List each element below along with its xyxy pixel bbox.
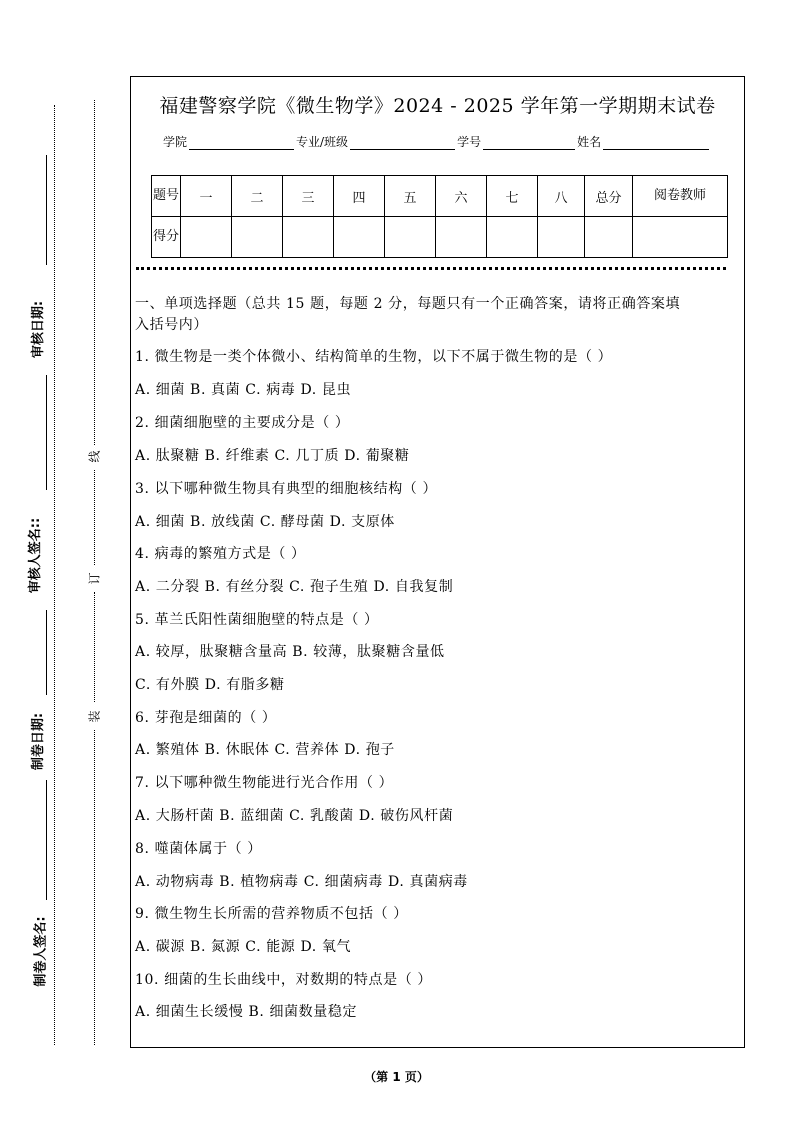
exam-paper-frame <box>130 76 745 1048</box>
option-line: A. 细菌 B. 真菌 C. 病毒 D. 昆虫 <box>135 382 352 398</box>
section-heading-cont: 入括号内） <box>135 317 208 333</box>
score-cell[interactable] <box>538 217 585 258</box>
binding-dotted-line-1 <box>94 100 95 445</box>
binding-char-ding: 订 <box>87 572 102 585</box>
question-line: 2. 细菌细胞壁的主要成分是（ ） <box>135 415 350 431</box>
student-info-row <box>163 133 709 150</box>
question-line: 7. 以下哪种微生物能进行光合作用（ ） <box>135 775 394 791</box>
score-cell[interactable] <box>436 217 487 258</box>
option-line: C. 有外膜 D. 有脂多糖 <box>135 677 285 693</box>
student-id-label: 学号 <box>457 135 482 149</box>
option-line: A. 繁殖体 B. 休眠体 C. 营养体 D. 孢子 <box>135 742 395 758</box>
score-cell[interactable] <box>181 217 232 258</box>
reviewer-date-line <box>46 155 47 265</box>
score-col-1: 一 <box>181 176 232 217</box>
option-line: A. 细菌 B. 放线菌 C. 酵母菌 D. 支原体 <box>135 514 395 530</box>
question-line: 3. 以下哪种微生物具有典型的细胞核结构（ ） <box>135 481 438 497</box>
exam-title: 福建警察学院《微生物学》2024 - 2025 学年第一学期期末试卷 <box>159 95 716 117</box>
maker-sign-label: 制卷人签名: <box>33 916 49 987</box>
option-line: A. 细菌生长缓慢 B. 细菌数量稳定 <box>135 1004 358 1020</box>
question-line: 4. 病毒的繁殖方式是（ ） <box>135 546 306 562</box>
reviewer-date-label: 审核日期: <box>31 300 47 359</box>
score-cell[interactable] <box>487 217 538 258</box>
option-line: A. 动物病毒 B. 植物病毒 C. 细菌病毒 D. 真菌病毒 <box>135 874 468 890</box>
score-col-6: 六 <box>436 176 487 217</box>
score-cell[interactable] <box>633 217 728 258</box>
name-field[interactable] <box>603 137 709 150</box>
score-cell[interactable] <box>283 217 334 258</box>
college-label: 学院 <box>163 135 188 149</box>
binding-dotted-line-3 <box>94 592 95 702</box>
score-col-7: 七 <box>487 176 538 217</box>
option-line: A. 肽聚糖 B. 纤维素 C. 几丁质 D. 葡聚糖 <box>135 448 410 464</box>
major-class-label: 专业/班级 <box>296 135 349 149</box>
question-line: 8. 噬菌体属于（ ） <box>135 841 262 857</box>
binding-char-line: 线 <box>87 450 102 463</box>
question-line: 1. 微生物是一类个体微小、结构简单的生物，以下不属于微生物的是（ ） <box>135 349 613 365</box>
maker-date-line <box>46 610 47 695</box>
option-line: A. 大肠杆菌 B. 蓝细菌 C. 乳酸菌 D. 破伤风杆菌 <box>135 808 454 824</box>
score-col-2: 二 <box>232 176 283 217</box>
name-label: 姓名 <box>577 135 602 149</box>
question-line: 6. 芽孢是细菌的（ ） <box>135 710 277 726</box>
reviewer-sign-line <box>46 375 47 490</box>
score-cell[interactable] <box>334 217 385 258</box>
question-line: 5. 革兰氏阳性菌细胞壁的特点是（ ） <box>135 612 379 628</box>
question-line: 10. 细菌的生长曲线中，对数期的特点是（ ） <box>135 972 432 988</box>
college-field[interactable] <box>189 137 294 150</box>
score-table-row2-label: 得分 <box>152 217 181 258</box>
score-col-total: 总分 <box>585 176 633 217</box>
option-line: A. 碳源 B. 氮源 C. 能源 D. 氧气 <box>135 939 352 955</box>
binding-dotted-line-4 <box>94 730 95 1045</box>
maker-date-label: 制卷日期: <box>31 712 47 771</box>
score-table-header-row <box>152 176 728 217</box>
score-col-8: 八 <box>538 176 585 217</box>
question-line: 9. 微生物生长所需的营养物质不包括（ ） <box>135 906 408 922</box>
page-number: （第 1 页） <box>364 1070 429 1084</box>
option-line: A. 二分裂 B. 有丝分裂 C. 孢子生殖 D. 自我复制 <box>135 579 454 595</box>
section-heading: 一、单项选择题（总共 15 题，每题 2 分，每题只有一个正确答案，请将正确答案填 <box>135 296 681 312</box>
dotted-separator <box>136 267 726 270</box>
left-dotted-edge <box>54 105 55 1045</box>
score-cell[interactable] <box>385 217 436 258</box>
score-table-score-row <box>152 217 728 258</box>
option-line: A. 较厚，肽聚糖含量高 B. 较薄，肽聚糖含量低 <box>135 644 445 660</box>
student-id-field[interactable] <box>483 137 575 150</box>
score-cell[interactable] <box>585 217 633 258</box>
score-cell[interactable] <box>232 217 283 258</box>
score-col-grader: 阅卷教师 <box>633 176 728 217</box>
reviewer-sign-label: 审核人签名:: <box>28 517 44 594</box>
score-col-5: 五 <box>385 176 436 217</box>
score-table <box>151 175 728 258</box>
score-col-4: 四 <box>334 176 385 217</box>
score-table-row1-label: 题号 <box>152 176 181 217</box>
maker-sign-line <box>46 780 47 900</box>
major-class-field[interactable] <box>350 137 455 150</box>
score-col-3: 三 <box>283 176 334 217</box>
binding-dotted-line-2 <box>94 470 95 565</box>
binding-char-zhuang: 装 <box>87 710 102 723</box>
